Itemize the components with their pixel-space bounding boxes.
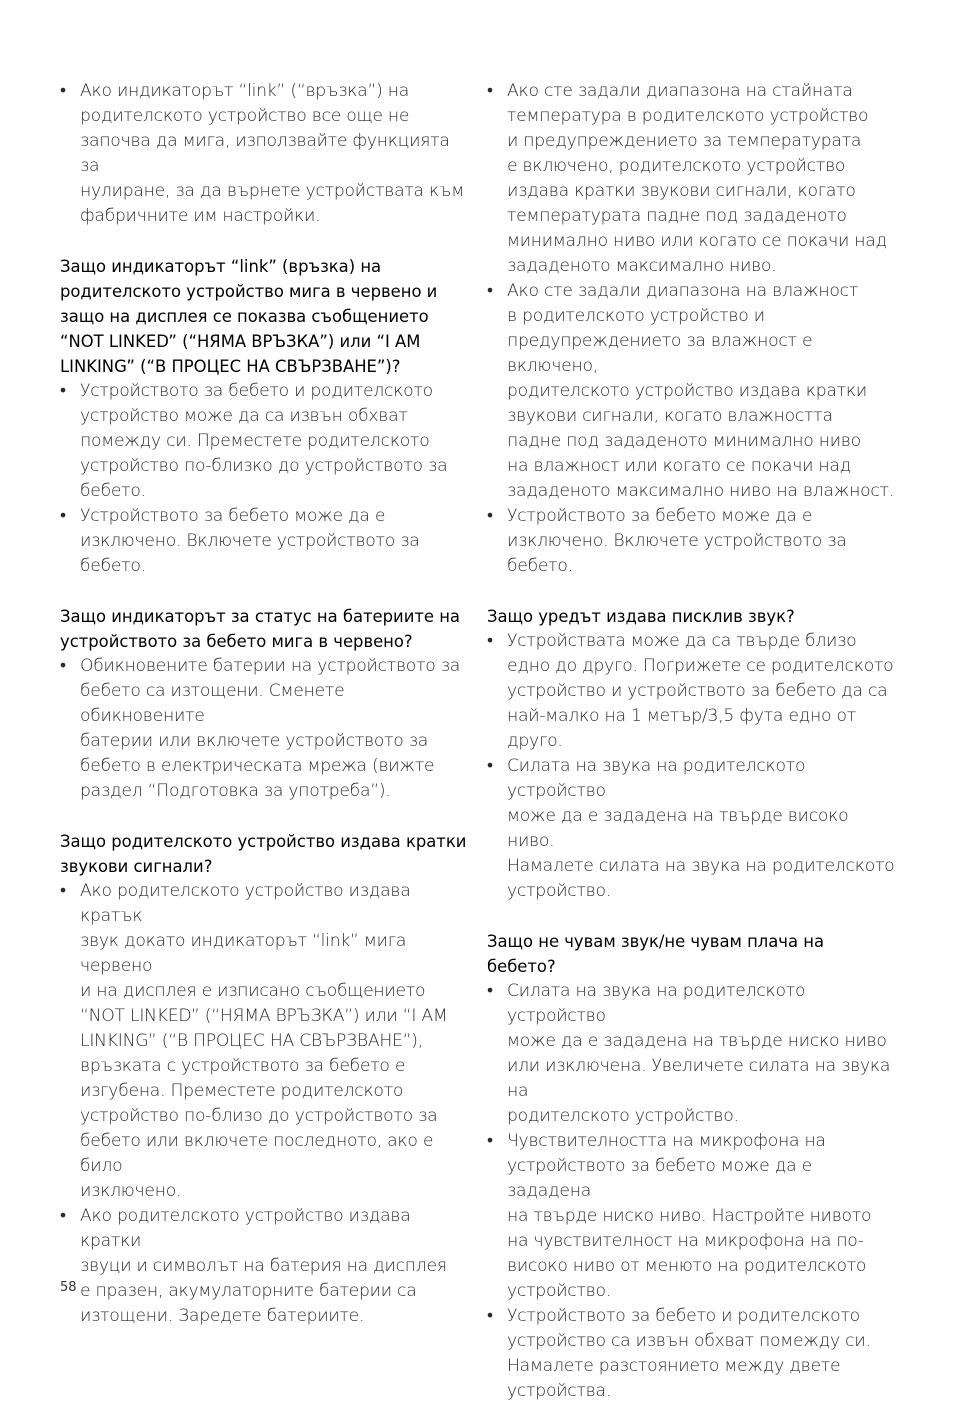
text-line: Устройството за бебето и родителското — [507, 1306, 860, 1326]
text-line: падне под зададеното минимално ниво — [507, 431, 861, 451]
list-item — [487, 79, 897, 279]
text-line: устройство. — [507, 881, 611, 901]
text-line: Устройството за бебето може да е — [80, 506, 386, 526]
text-line: родителското устройство все още не — [80, 106, 410, 126]
text-line: Защо уредът издава писклив звук? — [487, 607, 795, 626]
text-line: Защо индикаторът за статус на батериите на — [60, 607, 460, 626]
text-line: Защо индикаторът “link” (връзка) на — [60, 257, 382, 276]
list-item — [60, 379, 468, 504]
text-line: звуци и символът на батерия на дисплея — [80, 1256, 447, 1276]
bullet-marker: • — [487, 631, 493, 651]
text-line: може да е зададена на твърде ниско ниво — [507, 1031, 887, 1051]
text-line: бебето. — [80, 481, 146, 501]
text-line: изключено. — [80, 1181, 182, 1201]
text-line: нулиране, за да върнете устройствата към — [80, 181, 464, 201]
text-line: устройството за бебето може да е зададена — [507, 1156, 812, 1201]
text-line: Ако родителското устройство издава кратък — [80, 881, 411, 926]
text-line: “NOT LINKED” (“НЯМА ВРЪЗКА”) или “I AM — [80, 1006, 448, 1026]
list-item — [60, 654, 468, 804]
text-line: родителското устройство мига в червено и — [60, 282, 438, 301]
bullet-list — [487, 629, 897, 904]
bullet-list — [487, 979, 897, 1404]
bullet-marker: • — [60, 881, 66, 901]
text-line: бебето. — [507, 556, 573, 576]
bullet-marker: • — [60, 506, 66, 526]
text-line: раздел “Подготовка за употреба”). — [80, 781, 391, 801]
text-line: звукови сигнали, когато влажността — [507, 406, 833, 426]
section-gap — [487, 579, 897, 604]
text-line: Ако сте задали диапазона на влажност — [507, 281, 858, 301]
bullet-marker: • — [487, 1306, 493, 1326]
bullet-marker: • — [487, 506, 493, 526]
text-line: бебето или включете последното, ако е било — [80, 1131, 434, 1176]
text-line: устройство може да са извън обхват — [80, 406, 408, 426]
bullet-marker: • — [60, 656, 66, 676]
list-item — [487, 1129, 897, 1304]
text-line: изключено. Включете устройството за — [507, 531, 847, 551]
text-line: е празен, акумулаторните батерии са — [80, 1281, 417, 1301]
section-heading — [487, 929, 897, 979]
text-line: Ако индикаторът “link” (“връзка”) на — [80, 81, 410, 101]
text-line: родителското устройство издава кратки — [507, 381, 867, 401]
text-line: и предупреждението за температурата — [507, 131, 862, 151]
text-line: бебето. — [80, 556, 146, 576]
text-line: високо ниво от менюто на родителското — [507, 1256, 867, 1276]
list-item — [487, 979, 897, 1129]
text-line: е включено, родителското устройство — [507, 156, 846, 176]
text-line: зададеното максимално ниво на влажност. — [507, 481, 894, 501]
text-line: предупреждението за влажност е включено, — [507, 331, 813, 376]
bullet-list — [487, 79, 897, 579]
section-heading — [60, 254, 468, 379]
text-line: Защо родителското устройство издава кратки — [60, 832, 467, 851]
page-number: 58 — [60, 1280, 77, 1295]
text-line: и на дисплея е изписано съобщението — [80, 981, 426, 1001]
section-gap — [487, 904, 897, 929]
text-line: LINKING” (“В ПРОЦЕС НА СВЪРЗВАНЕ”)? — [60, 357, 401, 376]
bullet-list — [60, 879, 468, 1329]
text-line: връзката с устройството за бебето е — [80, 1056, 406, 1076]
text-line: Защо не чувам звук/не чувам плача на бебето? — [487, 932, 825, 976]
text-line: изключено. Включете устройството за — [80, 531, 420, 551]
bullet-marker: • — [487, 281, 493, 301]
text-line: Силата на звука на родителското устройство — [507, 756, 806, 801]
text-line: най-малко на 1 метър/3,5 фута едно от друго. — [507, 706, 856, 751]
text-line: устройство са извън обхват помежду си. — [507, 1331, 871, 1351]
bullet-marker: • — [487, 981, 493, 1001]
text-line: температура в родителското устройство — [507, 106, 869, 126]
list-item — [487, 1304, 897, 1404]
text-line: “NOT LINKED” (“НЯМА ВРЪЗКА”) или “I AM — [60, 332, 421, 351]
text-line: устройство по-близо до устройството за — [80, 1106, 438, 1126]
text-line: Устройството за бебето и родителското — [80, 381, 433, 401]
text-line: на чувствителност на микрофона на по- — [507, 1231, 864, 1251]
text-line: на влажност или когато се покачи над — [507, 456, 852, 476]
list-item — [60, 1204, 468, 1329]
text-line: устройството за бебето мига в червено? — [60, 632, 413, 651]
list-item — [60, 879, 468, 1204]
bullet-marker: • — [60, 1206, 66, 1226]
text-line: зададеното максимално ниво. — [507, 256, 777, 276]
text-line: изгубена. Преместете родителското — [80, 1081, 404, 1101]
text-line: устройство. — [507, 1281, 611, 1301]
text-line: устройство по-близко до устройството за — [80, 456, 448, 476]
text-line: защо на дисплея се показва съобщението — [60, 307, 429, 326]
text-line: едно до друго. Погрижете се родителското — [507, 656, 894, 676]
text-line: минимално ниво или когато се покачи над — [507, 231, 887, 251]
list-item — [487, 629, 897, 754]
bullet-list — [60, 79, 468, 229]
text-line: звукови сигнали? — [60, 857, 213, 876]
list-item — [487, 504, 897, 579]
text-line: Чувствителността на микрофона на — [507, 1131, 826, 1151]
text-line: помежду си. Преместете родителското — [80, 431, 430, 451]
text-line: фабричните им настройки. — [80, 206, 321, 226]
bullet-marker: • — [60, 81, 66, 101]
text-line: бебето в електрическата мрежа (вижте — [80, 756, 435, 776]
left-column — [60, 79, 468, 1329]
bullet-marker: • — [60, 381, 66, 401]
text-line: Устройствата може да са твърде близо — [507, 631, 857, 651]
text-line: звук докато индикаторът “link” мига червено — [80, 931, 407, 976]
list-item — [487, 754, 897, 904]
right-column — [487, 79, 897, 1404]
text-line: започва да мига, използвайте функцията за — [80, 131, 450, 176]
text-line: батерии или включете устройството за — [80, 731, 429, 751]
section-heading — [487, 604, 897, 629]
text-line: или изключена. Увеличете силата на звука на — [507, 1056, 891, 1101]
bullet-list — [60, 379, 468, 579]
section-gap — [60, 804, 468, 829]
section-heading — [60, 604, 468, 654]
text-line: температурата падне под зададеното — [507, 206, 847, 226]
text-line: издава кратки звукови сигнали, когато — [507, 181, 856, 201]
list-item — [487, 279, 897, 504]
text-line: Намалете разстоянието между двете — [507, 1356, 841, 1376]
text-line: родителското устройство. — [507, 1106, 739, 1126]
text-line: Силата на звука на родителското устройство — [507, 981, 806, 1026]
text-line: Намалете силата на звука на родителското — [507, 856, 895, 876]
text-line: бебето са изтощени. Сменете обикновените — [80, 681, 345, 726]
text-line: Обикновените батерии на устройството за — [80, 656, 461, 676]
bullet-marker: • — [487, 756, 493, 776]
text-line: в родителското устройство и — [507, 306, 765, 326]
text-line: Ако родителското устройство издава кратки — [80, 1206, 411, 1251]
text-line: може да е зададена на твърде високо ниво. — [507, 806, 849, 851]
section-heading — [60, 829, 468, 879]
section-gap — [60, 579, 468, 604]
section-gap — [60, 229, 468, 254]
text-line: устройство и устройството за бебето да са — [507, 681, 888, 701]
list-item — [60, 504, 468, 579]
text-line: Устройството за бебето може да е — [507, 506, 813, 526]
list-item — [60, 79, 468, 229]
bullet-list — [60, 654, 468, 804]
text-line: Ако сте задали диапазона на стайната — [507, 81, 853, 101]
text-line: изтощени. Заредете батериите. — [80, 1306, 365, 1326]
text-line: LINKING” (“В ПРОЦЕС НА СВЪРЗВАНЕ”), — [80, 1031, 423, 1051]
text-line: устройства. — [507, 1381, 612, 1401]
text-line: на твърде ниско ниво. Настройте нивото — [507, 1206, 872, 1226]
bullet-marker: • — [487, 1131, 493, 1151]
bullet-marker: • — [487, 81, 493, 101]
